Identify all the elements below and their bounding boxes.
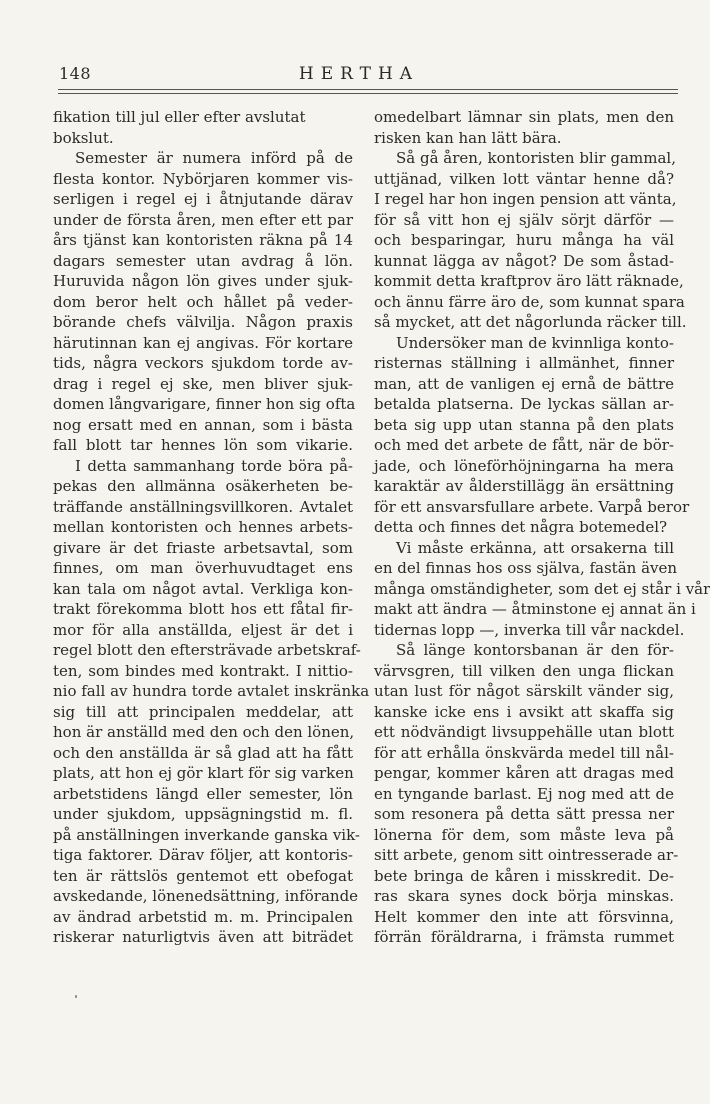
text-line: regel blott den eftersträvade arbetskraf- [53,641,361,659]
text-line: trakt förekomma blott hos ett fåtal fir- [53,600,353,618]
text-line: drag i regel ej ske, men bliver sjuk- [53,374,353,393]
text-line: ten är rättslös gentemot ett obefogat [53,866,353,885]
text-line: Så gå åren, kontoristen blir gammal, [396,149,676,167]
text-line: och ännu färre äro de, som kunnat spara [374,292,685,311]
text-line: fikation till jul eller efter avslutat [53,108,306,126]
text-line: ras skara synes dock börja minskas. [374,887,674,905]
text-line: många omständigheter, som det ej står i vår [374,579,710,598]
text-line: dom beror helt och hållet på veder- [53,292,353,311]
text-line: mellan kontoristen och hennes arbets- [53,518,353,536]
text-line: en del finnas hos oss själva, fastän även [374,559,678,577]
text-line: under de första åren, men efter ett par [53,210,353,229]
text-line: detta och finnes det några botemedel? [374,518,668,536]
text-line: jade, och löneförhöjningarna ha mera [374,456,674,475]
text-line: på anställningen inverkande ganska vik- [53,825,360,844]
text-line: domen långvarigare, finner hon sig ofta [53,395,356,413]
text-line: värvsgren, till vilken den unga flickan [374,661,674,680]
text-line: I regel har hon ingen pension att vänta, [374,190,677,208]
text-line: en tyngande barlast. Ej nog med att de [374,784,674,803]
text-line: och besparingar, huru många ha väl [374,231,674,249]
text-line: tids, några veckors sjukdom torde av- [53,354,353,372]
page-number: 148 [59,64,92,83]
text-line: års tjänst kan kontoristen räkna på 14 [53,231,353,249]
text-line: serligen i regel ej i åtnjutande därav [53,190,353,208]
text-line: kanske icke ens i avsikt att skaffa sig [374,702,674,721]
text-line: Huruvida någon lön gives under sjuk- [53,272,353,290]
text-line: fall blott tar hennes lön som vikarie. [53,436,353,454]
text-line: ett nödvändigt livsuppehälle utan blott [374,723,674,741]
text-line: uttjänad, vilken lott väntar henne då? [374,169,674,188]
text-line: mor för alla anställda, eljest är det i [53,620,353,639]
text-line: avskedande, lönenedsättning, införande [53,887,359,905]
text-line: man, att de vanligen ej ernå de bättre [374,374,674,393]
print-speck [75,995,77,998]
text-line: och den anställda är så glad att ha fått [53,743,353,762]
text-line: hon är anställd med den och den lönen, [53,723,355,741]
text-line: pengar, kommer kåren att dragas med [374,764,674,782]
text-line: lönerna för dem, som måste leva på [374,825,674,844]
text-line: risternas ställning i allmänhet, finner [374,354,674,372]
text-line: för ett ansvarsfullare arbete. Varpå beror [374,497,690,516]
text-line: så mycket, att det någorlunda räcker till. [374,313,687,331]
text-line: träffande anställningsvillkoren. Avtalet [53,497,353,516]
text-line: makt att ändra — åtminstone ej annat än i [374,600,696,618]
text-line: nog ersatt med en annan, som i bästa [53,415,353,434]
text-line: under sjukdom, uppsägningstid m. fl. [53,805,353,823]
text-line: beta sig upp utan stanna på den plats [374,415,674,434]
header-rule-bottom [58,93,678,94]
text-line: finnes, om man överhuvudtaget ens [53,559,353,577]
text-line: karaktär av ålderstillägg än ersättning [374,477,674,495]
text-line: bete bringa de kåren i misskredit. De- [374,866,674,885]
text-line: tiga faktorer. Därav följer, att kontoris- [53,846,353,864]
text-line: och med det arbete de fått, när de bör- [374,436,674,454]
text-line: tidernas lopp —, inverka till vår nackdel. [374,620,685,639]
text-line: härutinnan kan ej angivas. För kortare [53,333,353,352]
text-line: av ändrad arbetstid m. m. Principalen [53,907,353,926]
text-line: dagars semester utan avdrag å lön. [53,251,353,270]
running-title: HERTHA [298,64,420,84]
text-line: utan lust för något särskilt vänder sig, [374,682,674,700]
text-line: kan tala om något avtal. Verkliga kon- [53,579,353,598]
right-text-column [374,107,710,948]
text-line: bokslut. [53,128,114,147]
text-line: nio fall av hundra torde avtalet inskränka [53,682,370,700]
text-line: betalda platserna. De lyckas sällan ar- [374,395,674,413]
text-line: omedelbart lämnar sin plats, men den [374,108,674,126]
text-line: risken kan han lätt bära. [374,128,562,147]
text-line: Undersöker man de kvinnliga konto- [396,333,674,352]
text-line: I detta sammanhang torde böra på- [75,456,353,475]
text-line: förrän föräldrarna, i främsta rummet [374,928,674,946]
text-line: Semester är numera införd på de [75,149,353,167]
text-line: Vi måste erkänna, att orsakerna till [396,538,674,557]
text-line: för att erhålla önskvärda medel till nål- [374,743,674,762]
text-line: som resonera på detta sätt pressa ner [374,805,674,823]
left-text-column [53,107,370,948]
text-line: kommit detta kraftprov äro lätt räknade, [374,272,684,290]
text-line: plats, att hon ej gör klart för sig varken [53,764,354,782]
text-line: Så länge kontorsbanan är den för- [396,641,674,659]
text-line: givare är det friaste arbetsavtal, som [53,538,353,557]
text-line: Helt kommer den inte att försvinna, [374,907,674,926]
text-line: sig till att principalen meddelar, att [53,702,353,721]
text-line: flesta kontor. Nybörjaren kommer vis- [53,169,353,188]
text-line: ten, som bindes med kontrakt. I nittio- [53,661,353,680]
text-line: kunnat lägga av något? De som åstad- [374,251,674,270]
text-line: börande chefs välvilja. Någon praxis [53,313,353,331]
text-line: för så vitt hon ej själv sörjt därför — [374,210,674,229]
text-line: pekas den allmänna osäkerheten be- [53,477,353,495]
header-rule-top [58,89,678,90]
text-line: sitt arbete, genom sitt ointresserade ar- [374,846,679,864]
text-line: arbetstidens längd eller semester, lön [53,784,353,803]
text-line: riskerar naturligtvis även att biträdet [53,928,353,946]
